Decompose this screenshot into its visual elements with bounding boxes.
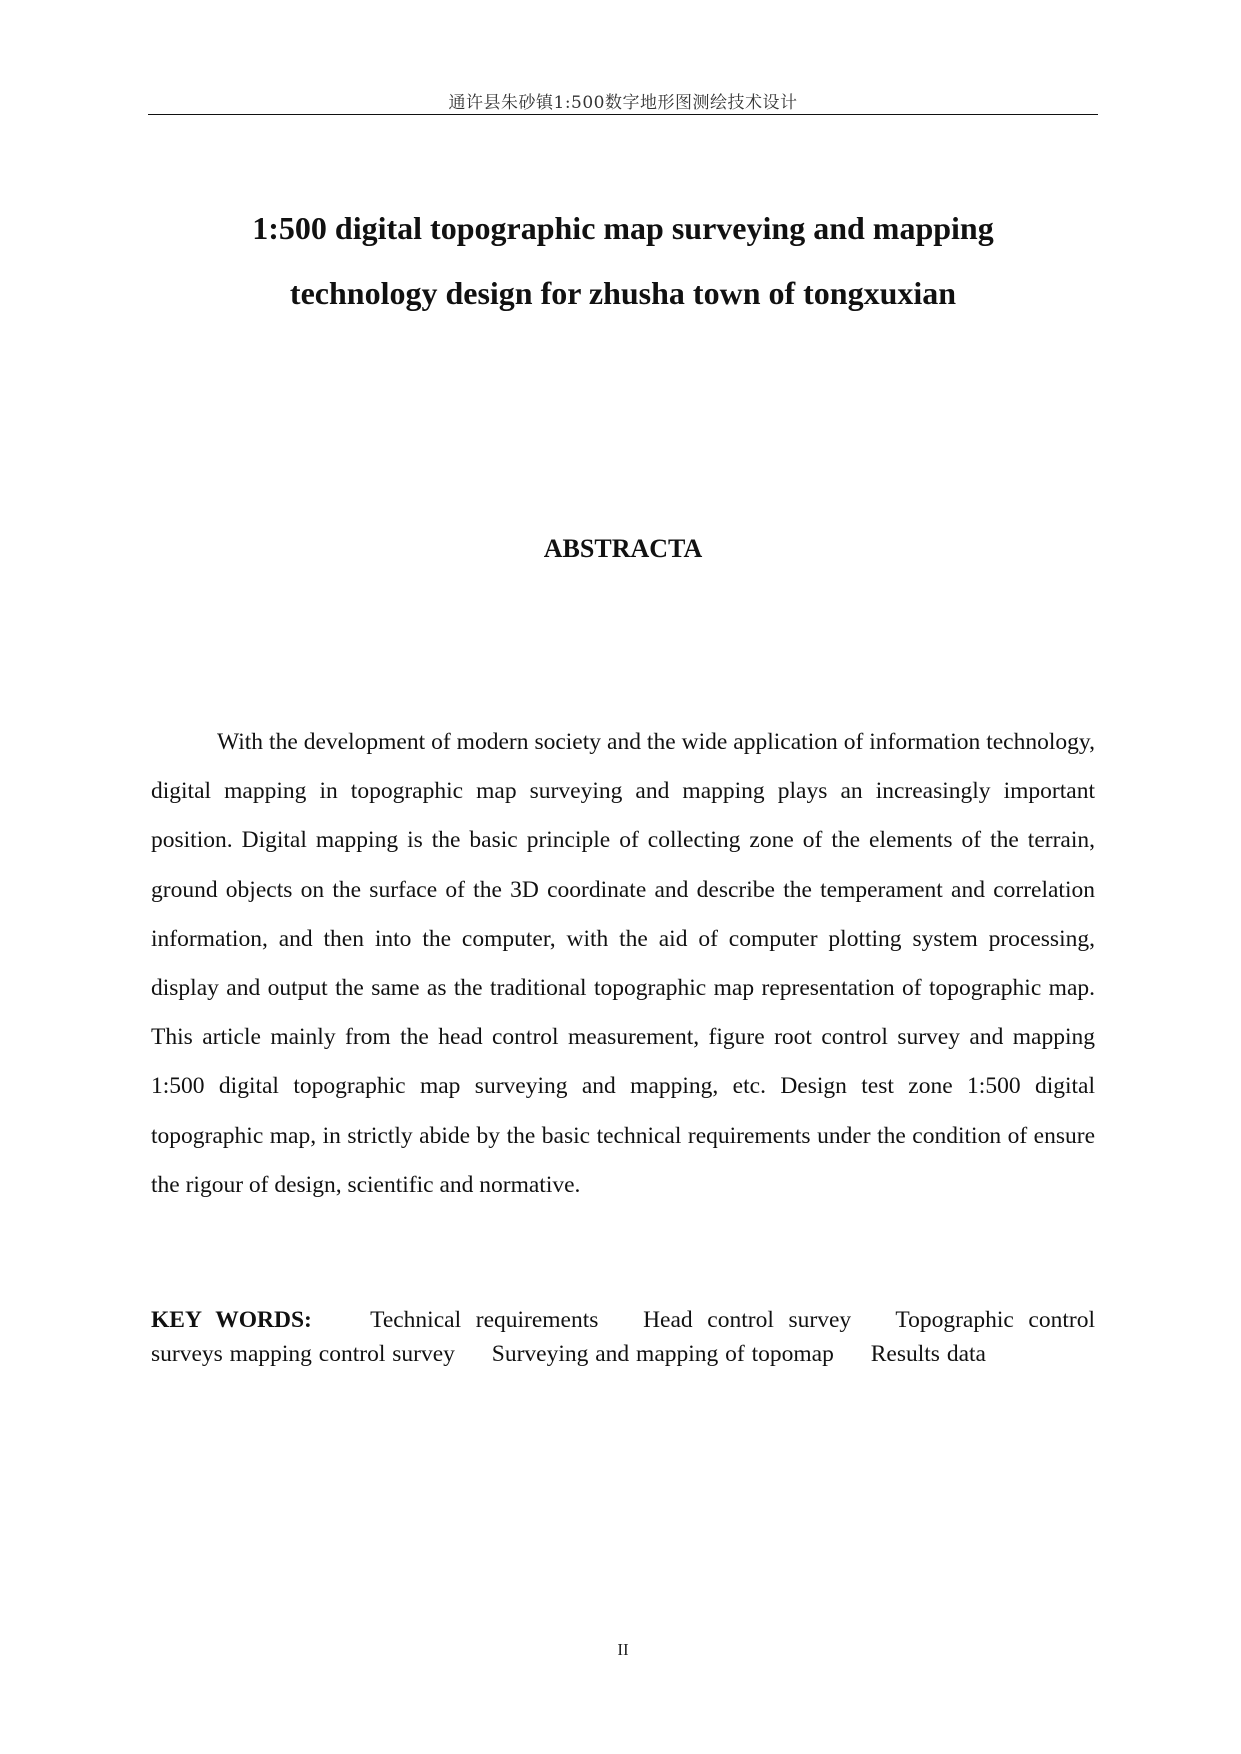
paper-title <box>148 196 1098 326</box>
keyword-item: Head control survey <box>643 1307 852 1333</box>
paper-title-line-1: 1:500 digital topographic map surveying and mapping <box>252 210 994 246</box>
paper-title-line-2: technology design for zhusha town of tongxuxian <box>289 275 957 311</box>
abstract-heading: ABSTRACTA <box>543 534 703 563</box>
page-number: II <box>617 1640 629 1659</box>
abstract-body: With the development of modern society and the wide application of information technology, digital mapping in topographic map surveying and mapping plays an increasingly important position. Digital mapping is the basic principle of collecting zone of the elements of the terrain, ground objects on the surface of the 3D coordinate and describe the temperament and correlation information, and then into the computer, with the aid of computer plotting system processing, display and output the same as the traditional topographic map representation of topographic map. This article mainly from the head control measurement, figure root control survey and mapping 1:500 digital topographic map surveying and mapping, etc. Design test zone 1:500 digital topographic map, in strictly abide by the basic technical requirements under the condition of ensure the rigour of design, scientific and normative. <box>151 729 1095 1198</box>
header-rule <box>148 114 1098 115</box>
keywords <box>151 1303 1095 1371</box>
keyword-item: Surveying and mapping of topomap <box>491 1341 834 1367</box>
running-header: 通许县朱砂镇1:500数字地形图测绘技术设计 <box>448 93 798 113</box>
keyword-item: Results data <box>870 1341 986 1367</box>
keyword-item: Technical requirements <box>370 1307 599 1333</box>
keywords-label: KEY WORDS: <box>151 1307 312 1333</box>
keyword-item: Topographic control surveys mapping control survey <box>151 1307 1095 1367</box>
